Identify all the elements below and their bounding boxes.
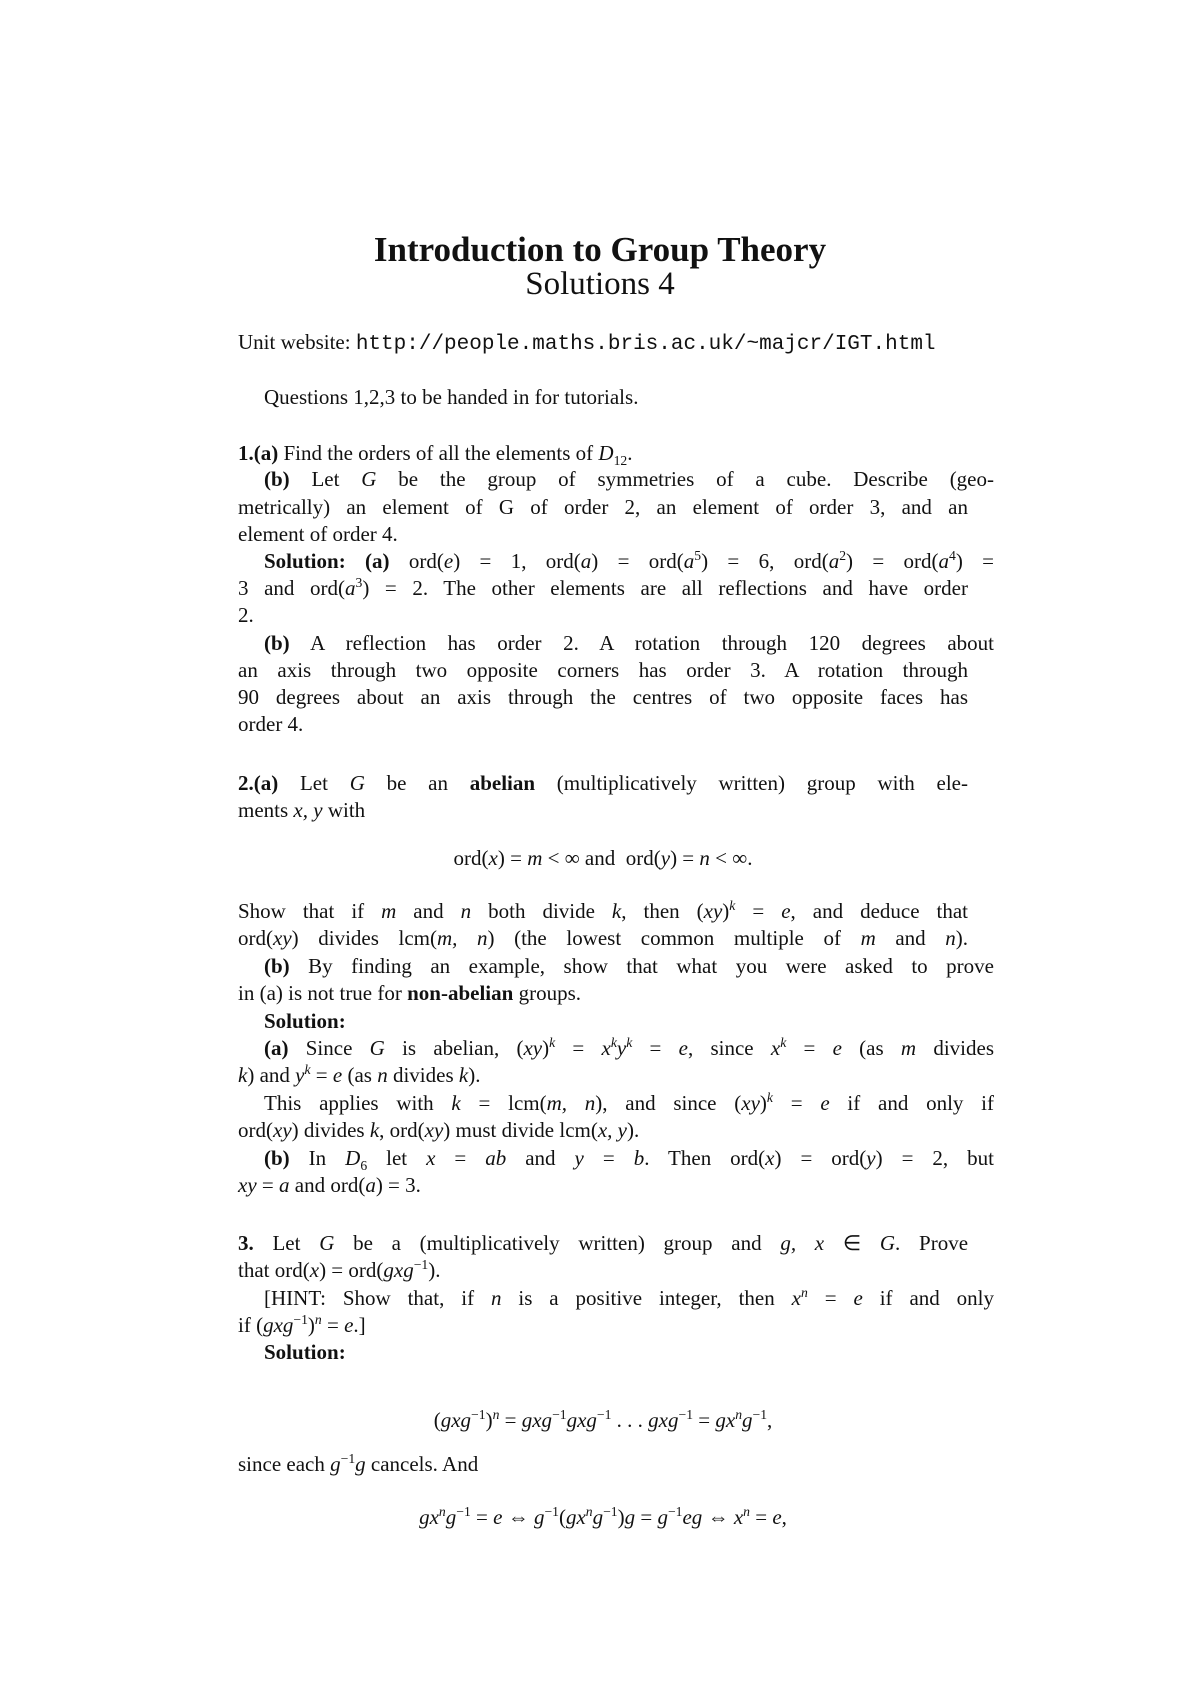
q1-solution-line2: 3 and $ord(a^3) = 2$. The other elements are all reflections and have order (238, 575, 968, 600)
q3-hint-line2: if $(gxg^{-1})^n = e$.] (238, 1312, 366, 1337)
q1-part-b-line3: element of order 4. (238, 522, 398, 546)
page-subtitle: Solutions 4 (525, 266, 675, 302)
q2-line2: ments x, y with (238, 798, 366, 822)
q3-after-display1: since each $g^{-1}g$ cancels. And (238, 1451, 479, 1476)
q1-part-a: 1.(a) Find the orders of all the elements of $D_{12}$. (238, 441, 633, 469)
page-title: Introduction to Group Theory (373, 230, 827, 269)
q2-line6: in (a) is not true for non-abelian groups. (238, 981, 581, 1005)
q2-solution-line4: ord(xy) divides k, ord(xy) must divide lcm(x, y). (238, 1118, 640, 1142)
q1-solution-b-line2: an axis through two opposite corners has order 3. A rotation through (238, 658, 968, 682)
q2-line1: 2.(a) Let G be an abelian (multiplicatively written) group with ele- (238, 771, 968, 795)
website-label: Unit website: (238, 330, 356, 354)
q3-line2: that ord(x) = ord(gxg$^{-1}$). (238, 1257, 441, 1282)
q3-line1: 3. Let G be a (multiplicatively written) group and g, x ∈ G. Prove (238, 1231, 969, 1255)
q3-display2: $gx^ng^{-1} = e$ ⇔ $g^{-1}(gx^ng^{-1})g = g^{-1}eg$ ⇔ $x^n = e$, (419, 1504, 787, 1529)
q2-display: ord(x) = m < ∞ and ord(y) = n < ∞. (453, 846, 753, 870)
q3-solution-label: Solution: (264, 1340, 346, 1364)
q2-solution-line1: (a) Since G is abelian, $(xy)^k = x^ky^k = e$, since $x^k = e$ (as m divides (264, 1035, 995, 1060)
q1-part-b-line2: metrically) an element of G of order 2, an element of order 3, and an (238, 495, 968, 519)
q2-solution-line2: k) and $y^k = e$ (as n divides k). (238, 1062, 481, 1087)
q2-solution-line6: xy = a and ord(a) = 3. (238, 1173, 421, 1197)
q2-line4: ord(xy) divides lcm(m, n) (the lowest common multiple of m and n). (238, 926, 969, 950)
q1-solution-b-line1: (b) A reflection has order 2. A rotation through 120 degrees about (264, 631, 994, 655)
q1-solution-b-line3: 90 degrees about an axis through the centres of two opposite faces has (238, 685, 968, 709)
q1-solution-line3: 2. (238, 603, 254, 627)
q2-line5: (b) By finding an example, show that what you were asked to prove (264, 954, 994, 978)
q2-line3: Show that if m and n both divide k, then (xy)$^k$ = e, and deduce that (238, 898, 969, 923)
q2-solution-line3: This applies with k = lcm(m, n), and since (xy)$^k$ = e if and only if (264, 1090, 994, 1115)
q3-display1: $(gxg^{-1})^n = gxg^{-1}gxg^{-1}$ . . . $gxg^{-1} = gx^ng^{-1}$, (433, 1407, 773, 1432)
q1-solution-line1: Solution: (a) ord(e) = 1, $ord(a) = ord(a^5) = 6$, $ord(a^2) = ord(a^4)$ = (264, 548, 995, 573)
q2-solution-label: Solution: (264, 1009, 346, 1033)
q1-part-b-line1: (b) Let G be the group of symmetries of a cube. Describe (geo- (264, 467, 994, 491)
website-line (238, 329, 968, 358)
website-url[interactable]: http://people.maths.bris.ac.uk/~majcr/IGT.html (355, 333, 936, 356)
q3-hint-line1: [HINT: Show that, if n is a positive integer, then $x^n = e$ if and only (264, 1285, 995, 1310)
intro-text: Questions 1,2,3 to be handed in for tutorials. (264, 385, 639, 409)
q2-solution-line5: (b) In $D_6$ let x = ab and y = b. Then ord(x) = ord(y) = 2, but (264, 1146, 994, 1174)
q1-solution-b-line4: order 4. (238, 712, 304, 736)
